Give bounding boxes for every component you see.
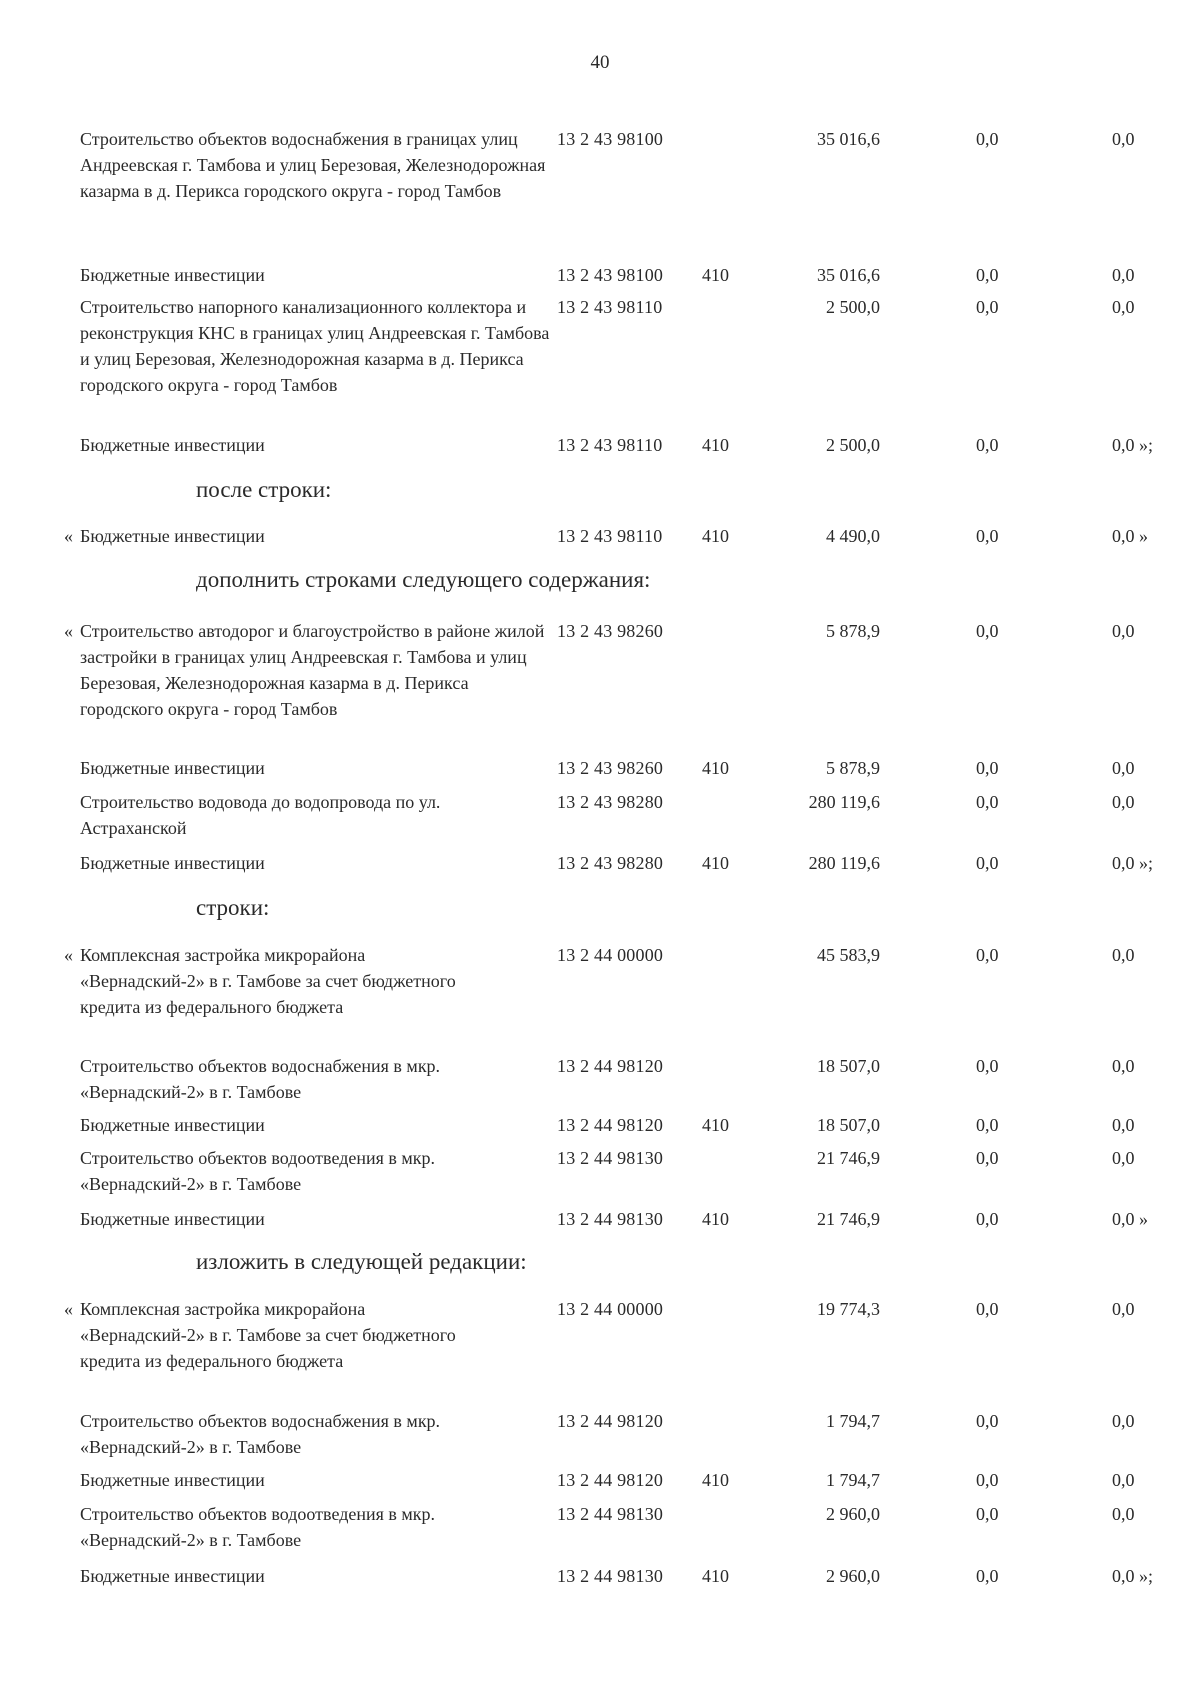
row-vr: 410 — [702, 1115, 729, 1135]
row-code: 13 2 43 98280 — [557, 853, 664, 873]
row-name: Строительство объектов водоснабжения в мкр. «Вернадский-2» в г. Тамбове — [80, 1056, 441, 1102]
section-heading-after-row: после строки: — [196, 477, 332, 502]
row-amount: 5 878,9 — [826, 758, 880, 778]
row-value-2: 0,0 — [1112, 1470, 1135, 1490]
row-value-1: 0,0 — [976, 265, 999, 285]
row-vr: 410 — [702, 1470, 729, 1490]
row-value-2: 0,0 — [1112, 621, 1135, 641]
row-value-2: 0,0 »; — [1112, 435, 1154, 455]
row-code: 13 2 44 00000 — [557, 1299, 664, 1319]
row-value-1: 0,0 — [976, 1056, 999, 1076]
row-value-2: 0,0 — [1112, 1504, 1135, 1524]
row-vr: 410 — [702, 758, 729, 778]
row-value-1: 0,0 — [976, 1566, 999, 1586]
row-value-1: 0,0 — [976, 853, 999, 873]
open-quote: « — [64, 621, 73, 641]
row-value-1: 0,0 — [976, 1115, 999, 1135]
row-code: 13 2 43 98110 — [557, 297, 663, 317]
row-vr: 410 — [702, 1566, 729, 1586]
row-code: 13 2 44 98120 — [557, 1470, 664, 1490]
row-amount: 2 500,0 — [826, 297, 880, 317]
row-name: Строительство объектов водоснабжения в границах улиц Андреевская г. Тамбова и улиц Березовая, Железнодорожная казарма в д. Перикса городского округа - город Тамбов — [80, 129, 546, 201]
row-amount: 45 583,9 — [817, 945, 880, 965]
row-amount: 19 774,3 — [817, 1299, 880, 1319]
row-name: Комплексная застройка микрорайона «Вернадский-2» в г. Тамбове за счет бюджетного кредита из федерального бюджета — [80, 945, 456, 1017]
row-value-1: 0,0 — [976, 792, 999, 812]
row-name: Строительство объектов водоснабжения в мкр. «Вернадский-2» в г. Тамбове — [80, 1411, 441, 1457]
row-name: Бюджетные инвестиции — [80, 435, 265, 455]
row-code: 13 2 43 98100 — [557, 129, 664, 149]
row-code: 13 2 44 98130 — [557, 1148, 664, 1168]
row-value-2: 0,0 — [1112, 1148, 1135, 1168]
row-amount: 1 794,7 — [826, 1470, 880, 1490]
row-amount: 18 507,0 — [817, 1056, 880, 1076]
row-value-2: 0,0 — [1112, 945, 1135, 965]
row-name: Комплексная застройка микрорайона «Вернадский-2» в г. Тамбове за счет бюджетного кредита из федерального бюджета — [80, 1299, 456, 1371]
row-code: 13 2 44 98120 — [557, 1411, 664, 1431]
row-code: 13 2 44 98130 — [557, 1209, 664, 1229]
row-value-2: 0,0 — [1112, 1411, 1135, 1431]
row-value-2: 0,0 — [1112, 1299, 1135, 1319]
row-amount: 4 490,0 — [826, 526, 880, 546]
row-name: Строительство объектов водоотведения в мкр. «Вернадский-2» в г. Тамбове — [80, 1148, 436, 1194]
row-name: Бюджетные инвестиции — [80, 265, 265, 285]
open-quote: « — [64, 945, 73, 965]
row-amount: 5 878,9 — [826, 621, 880, 641]
row-amount: 18 507,0 — [817, 1115, 880, 1135]
row-vr: 410 — [702, 853, 729, 873]
row-value-1: 0,0 — [976, 435, 999, 455]
section-heading-new-edition: изложить в следующей редакции: — [196, 1249, 527, 1274]
row-value-1: 0,0 — [976, 297, 999, 317]
row-code: 13 2 44 98130 — [557, 1504, 664, 1524]
row-code: 13 2 43 98260 — [557, 758, 664, 778]
row-vr: 410 — [702, 1209, 729, 1229]
section-heading-add-rows: дополнить строками следующего содержания: — [196, 567, 651, 592]
row-value-2: 0,0 — [1112, 1115, 1135, 1135]
row-vr: 410 — [702, 435, 729, 455]
row-value-2: 0,0 » — [1112, 1209, 1148, 1229]
row-value-2: 0,0 — [1112, 792, 1135, 812]
row-amount: 35 016,6 — [817, 265, 880, 285]
row-vr: 410 — [702, 265, 729, 285]
row-value-2: 0,0 — [1112, 1056, 1135, 1076]
row-value-2: 0,0 — [1112, 265, 1135, 285]
row-amount: 2 960,0 — [826, 1504, 880, 1524]
row-value-1: 0,0 — [976, 129, 999, 149]
row-name: Бюджетные инвестиции — [80, 1115, 265, 1135]
row-amount: 280 119,6 — [808, 853, 880, 873]
row-name: Бюджетные инвестиции — [80, 1566, 265, 1586]
row-value-2: 0,0 — [1112, 758, 1135, 778]
row-code: 13 2 43 98110 — [557, 526, 663, 546]
row-amount: 280 119,6 — [808, 792, 880, 812]
row-name: Строительство водовода до водопровода по ул. Астраханской — [80, 792, 441, 838]
open-quote: « — [64, 526, 73, 546]
row-amount: 21 746,9 — [817, 1148, 880, 1168]
row-amount: 2 500,0 — [826, 435, 880, 455]
row-value-1: 0,0 — [976, 945, 999, 965]
row-code: 13 2 43 98260 — [557, 621, 664, 641]
row-code: 13 2 44 98120 — [557, 1115, 664, 1135]
row-value-2: 0,0 »; — [1112, 1566, 1154, 1586]
row-value-2: 0,0 — [1112, 129, 1135, 149]
row-value-1: 0,0 — [976, 621, 999, 641]
row-code: 13 2 43 98280 — [557, 792, 664, 812]
row-value-1: 0,0 — [976, 1504, 999, 1524]
page-number: 40 — [590, 52, 610, 73]
row-value-2: 0,0 — [1112, 297, 1135, 317]
section-heading-rows: строки: — [196, 895, 270, 920]
row-name: Строительство автодорог и благоустройство в районе жилой застройки в границах улиц Андреевская г. Тамбова и улиц Березовая, Железнодорожная казарма в д. Перикса городского округа - город Тамбов — [80, 621, 545, 719]
row-name: Бюджетные инвестиции — [80, 1209, 265, 1229]
row-code: 13 2 44 98120 — [557, 1056, 664, 1076]
row-name: Бюджетные инвестиции — [80, 758, 265, 778]
row-amount: 35 016,6 — [817, 129, 880, 149]
row-value-1: 0,0 — [976, 1148, 999, 1168]
row-amount: 2 960,0 — [826, 1566, 880, 1586]
row-value-1: 0,0 — [976, 758, 999, 778]
row-amount: 21 746,9 — [817, 1209, 880, 1229]
row-value-1: 0,0 — [976, 1299, 999, 1319]
open-quote: « — [64, 1299, 73, 1319]
row-code: 13 2 43 98110 — [557, 435, 663, 455]
row-vr: 410 — [702, 526, 729, 546]
row-value-1: 0,0 — [976, 1411, 999, 1431]
row-value-2: 0,0 » — [1112, 526, 1148, 546]
row-code: 13 2 43 98100 — [557, 265, 664, 285]
row-name: Строительство объектов водоотведения в мкр. «Вернадский-2» в г. Тамбове — [80, 1504, 436, 1550]
row-value-1: 0,0 — [976, 526, 999, 546]
row-value-1: 0,0 — [976, 1209, 999, 1229]
row-value-1: 0,0 — [976, 1470, 999, 1490]
row-code: 13 2 44 00000 — [557, 945, 664, 965]
row-name: Бюджетные инвестиции — [80, 526, 265, 546]
row-name: Бюджетные инвестиции — [80, 1470, 265, 1490]
row-name: Строительство напорного канализационного коллектора и реконструкция КНС в границах улиц Андреевская г. Тамбова и улиц Березовая, Железнодорожная казарма в д. Перикса городского округа - город Тамбов — [80, 297, 550, 395]
row-code: 13 2 44 98130 — [557, 1566, 664, 1586]
row-amount: 1 794,7 — [826, 1411, 880, 1431]
row-name: Бюджетные инвестиции — [80, 853, 265, 873]
row-value-2: 0,0 »; — [1112, 853, 1154, 873]
